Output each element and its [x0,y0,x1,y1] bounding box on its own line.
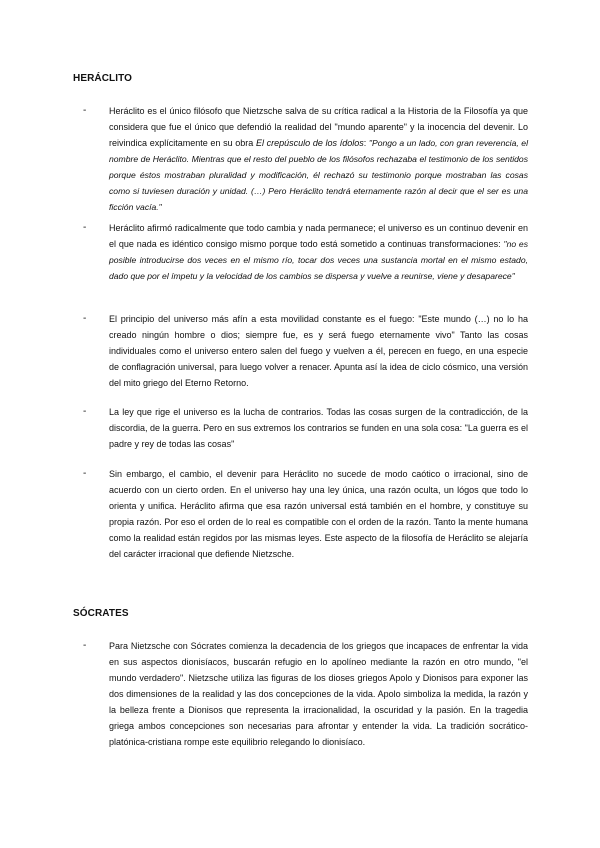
paragraph-text: Heráclito es el único filósofo que Nietzsche salva de su crítica radical a la Historia de la Filosofía ya que considera que fue el único que defendió la realidad del "mundo aparente" y la inocencia del devenir. Lo reivindica explícitamente en su obra [109,106,528,148]
section-heading-heraclito: HERÁCLITO [73,73,133,84]
quote: "Pongo a un lado, con gran reverencia, el nombre de Heráclito. Mientras que el resto del pueblo de los filósofos rechazaba el testimonio de los sentidos porque éstos mostraban pluralidad y modificación, él rechazó su testimonio porque mostraban las cosas como si tuviesen duración y unidad. (…) Pero Heráclito tendrá eternamente razón al decir que el ser es una ficción vacía." [109,138,528,212]
paragraph [109,103,528,215]
bullet-dash: - [83,468,87,479]
bullet-dash: - [83,640,87,651]
paragraph-text-tail: : [363,138,367,148]
paragraph-text: Heráclito afirmó radicalmente que todo cambia y nada permanece; el universo es un continuo devenir en el que nada es idéntico consigo mismo porque todo está sometido a continuas transformaciones: [109,223,528,249]
bullet-dash: - [83,313,87,324]
paragraph: La ley que rige el universo es la lucha de contrarios. Todas las cosas surgen de la contradicción, de la discordia, de la guerra. Pero en sus extremos los contrarios se funden en una sola cosa: "La guerra es el padre y rey de todas las cosas" [109,407,528,449]
paragraph: Para Nietzsche con Sócrates comienza la decadencia de los griegos que incapaces de enfrentar la vida en sus aspectos dionisíacos, buscarán refugio en lo apolíneo mediante la razón en otro mundo, "el mundo verdadero". Nietzsche utiliza las figuras de los dioses griegos Apolo y Dionisos para exponer las dos dimensiones de la realidad y las dos concepciones de la vida. Apolo simboliza la medida, la razón y la belleza frente a Dionisos que representa la irracionalidad, la oscuridad y la pasión. En la tragedia griega ambos concepciones son necesarias para afrontar y entender la vida. La tradición socrático-platónica-cristiana rompe este equilibrio relegando lo dionisíaco. [109,641,528,747]
bullet-dash: - [83,406,87,417]
quote: "no es posible introducirse dos veces en el mismo río, tocar dos veces una sustancia mortal en el mismo estado, dado que por el ímpetu y la velocidad de los cambios se dispersa y vuelve a reunirse, viene y desaparece" [109,239,528,281]
paragraph: Sin embargo, el cambio, el devenir para Heráclito no sucede de modo caótico o irracional, sino de acuerdo con un cierto orden. En el universo hay una ley única, una razón oculta, un lógos que todo lo orienta y unifica. Heráclito afirma que esa razón universal está también en el hombre, y constituye su propia razón. Por eso el orden de lo real es compatible con el orden de la razón. Tanto la mente humana como la realidad están regidos por las mismas leyes. Este aspecto de la filosofía de Heráclito se alejaría del carácter irracional que defiende Nietzsche. [109,469,528,559]
paragraph: El principio del universo más afín a esta movilidad constante es el fuego: "Este mundo (…) no lo ha creado ningún hombre o dios; siempre fue, es y será fuego eternamente vivo" Tanto las cosas individuales como el universo entero salen del fuego y vuelven a él, perecen en fuego, en una especie de conflagración universal, para luego volver a renacer. Apunta así la idea de ciclo cósmico, una versión del mito griego del Eterno Retorno. [109,314,528,388]
book-title: El crepúsculo de los ídolos [255,138,364,148]
bullet-dash: - [83,222,87,233]
section-heading-socrates: SÓCRATES [73,608,129,619]
bullet-dash: - [83,105,87,116]
paragraph [109,220,528,284]
